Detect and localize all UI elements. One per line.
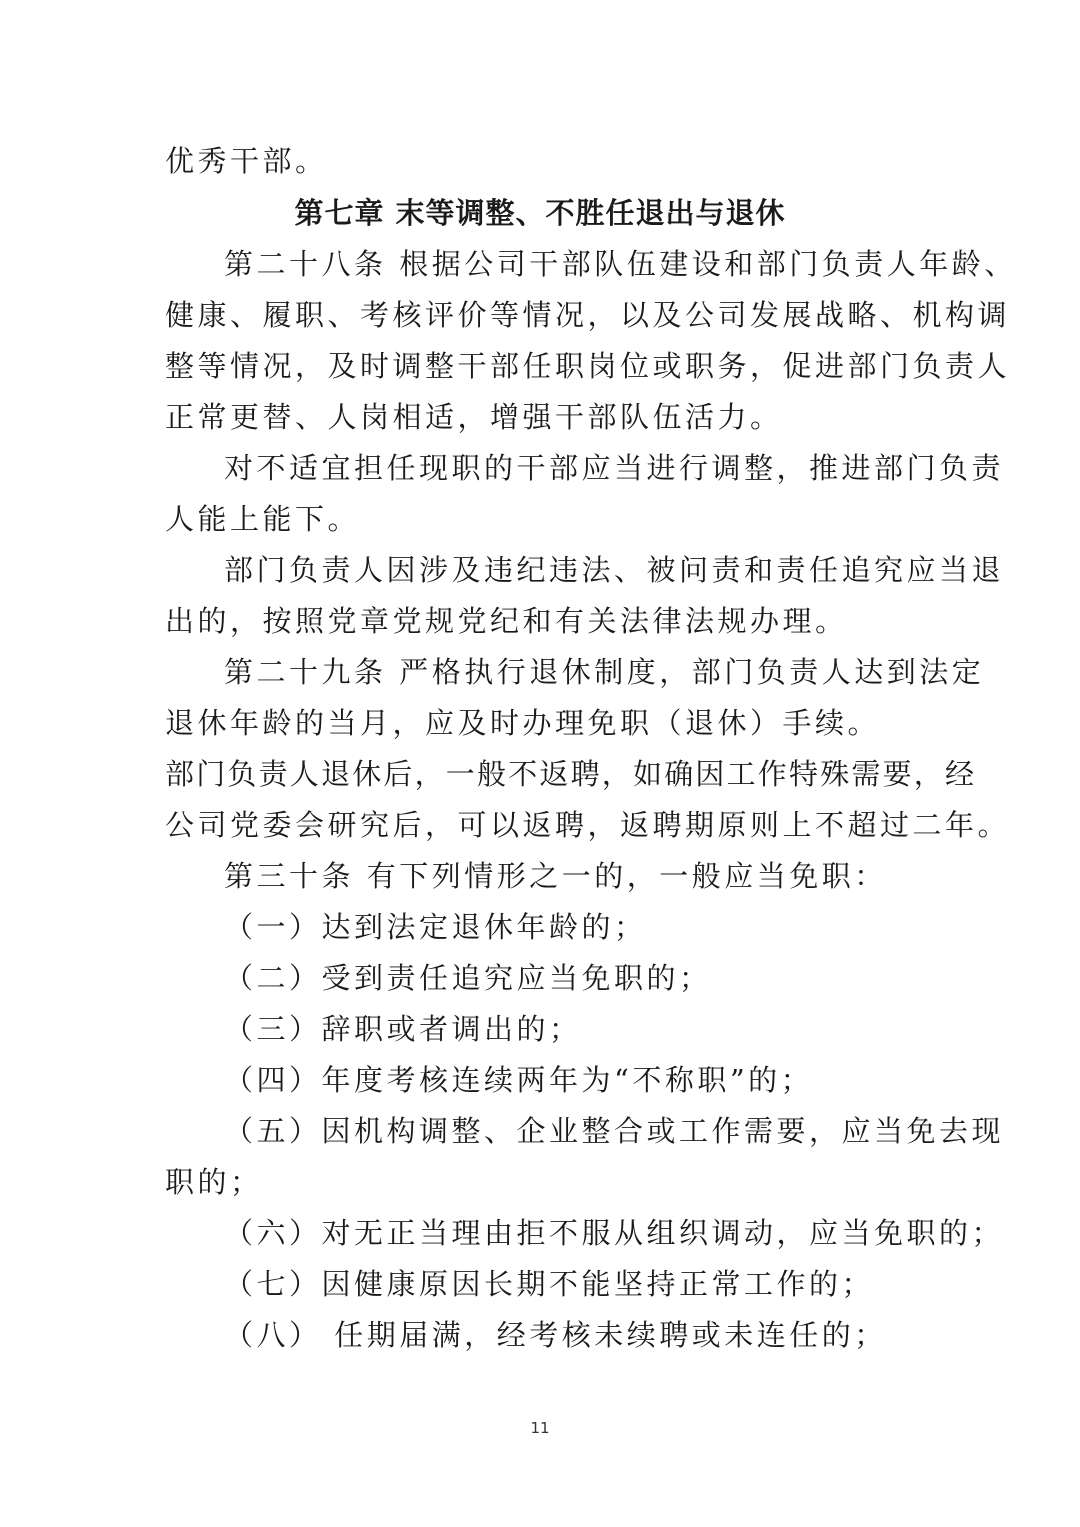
page-number: 11: [530, 1419, 550, 1437]
body-line: 职的；: [165, 1165, 263, 1199]
body-line: 部门负责人退休后，一般不返聘，如确因工作特殊需要，经: [165, 757, 977, 791]
list-item: （四）年度考核连续两年为“不称职”的；: [224, 1063, 814, 1097]
list-item: （八） 任期届满，经考核未续聘或未连任的；: [224, 1318, 887, 1352]
body-line: 出的，按照党章党规党纪和有关法律法规办理。: [165, 604, 848, 638]
body-line: 健康、履职、考核评价等情况，以及公司发展战略、机构调: [165, 298, 1011, 332]
list-item: （二）受到责任追究应当免职的；: [224, 961, 712, 995]
list-item: （三）辞职或者调出的；: [224, 1012, 582, 1046]
list-item: （五）因机构调整、企业整合或工作需要，应当免去现: [224, 1114, 1005, 1148]
body-line: 第三十条 有下列情形之一的，一般应当免职：: [224, 859, 887, 893]
body-line: 第二十九条 严格执行退休制度，部门负责人达到法定: [224, 655, 985, 689]
list-item: （一）达到法定退休年龄的；: [224, 910, 647, 944]
body-line: 整等情况，及时调整干部任职岗位或职务，促进部门负责人: [165, 349, 1011, 383]
body-line: 部门负责人因涉及违纪违法、被问责和责任追究应当退: [224, 553, 1005, 587]
body-line: 退休年龄的当月，应及时办理免职（退休）手续。: [165, 706, 881, 740]
body-line: 正常更替、人岗相适，增强干部队伍活力。: [165, 400, 783, 434]
list-item: （七）因健康原因长期不能坚持正常工作的；: [224, 1267, 875, 1301]
body-line: 第二十八条 根据公司干部队伍建设和部门负责人年龄、: [224, 247, 1017, 281]
body-line: 对不适宜担任现职的干部应当进行调整，推进部门负责: [224, 451, 1005, 485]
body-line: 公司党委会研究后，可以返聘，返聘期原则上不超过二年。: [165, 808, 1011, 842]
body-line: 优秀干部。: [165, 144, 328, 178]
chapter-heading: 第七章 末等调整、不胜任退出与退休: [294, 196, 786, 230]
body-line: 人能上能下。: [165, 502, 361, 536]
list-item: （六）对无正当理由拒不服从组织调动，应当免职的；: [224, 1216, 1005, 1250]
